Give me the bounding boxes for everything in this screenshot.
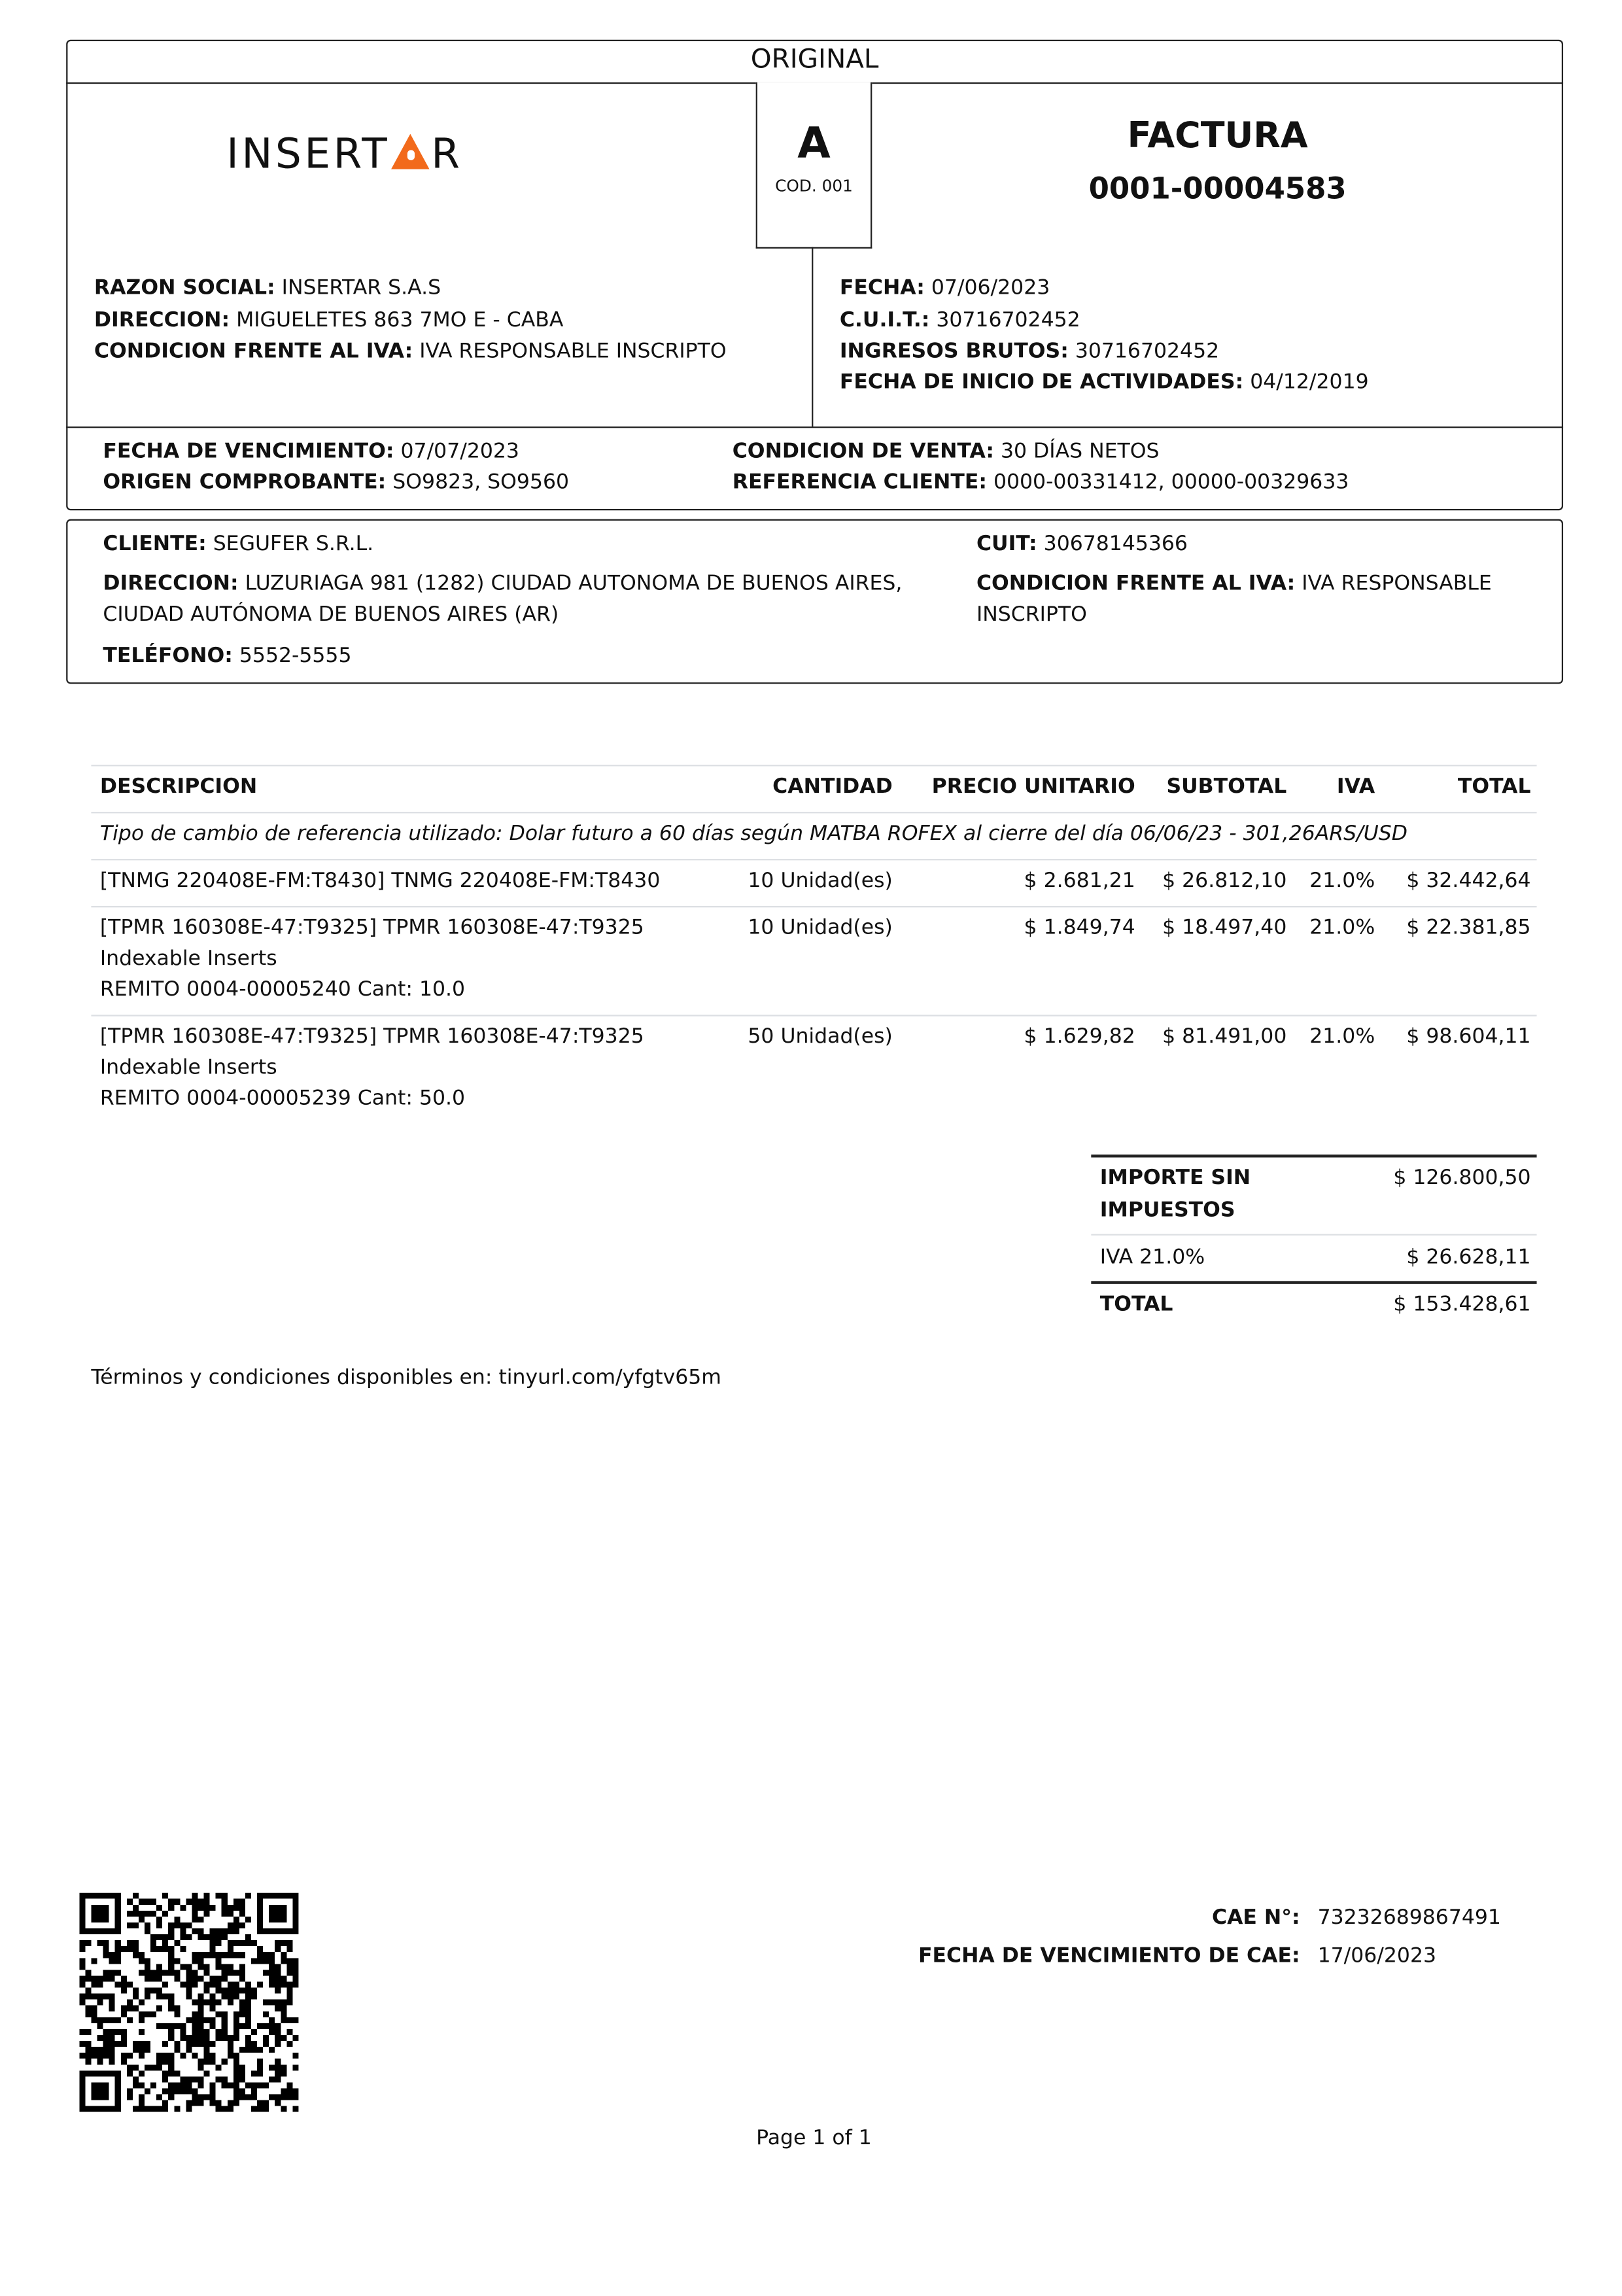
item-description: [TPMR 160308E-47:T9325] TPMR 160308E-47:T9325	[99, 1025, 644, 1049]
item-description: REMITO 0004-00005239 Cant: 50.0	[99, 1087, 466, 1111]
item-total: $ 22.381,85	[1406, 916, 1531, 940]
item-quantity: 50 Unidad(es)	[748, 1025, 893, 1049]
item-subtotal: $ 26.812,10	[1162, 869, 1287, 893]
col-header-quantity: CANTIDAD	[772, 774, 893, 799]
item-iva: 21.0%	[1309, 916, 1375, 940]
total-label: TOTAL	[1099, 1293, 1173, 1317]
client-name: CLIENTE: SEGUFER S.R.L.	[103, 532, 374, 556]
cae-label: CAE N°:	[1211, 1905, 1300, 1930]
item-iva: 21.0%	[1309, 869, 1375, 893]
afip-qr-code-icon	[79, 1893, 298, 2112]
item-iva: 21.0%	[1309, 1025, 1375, 1049]
issuer-iva-condition: CONDICION FRENTE AL IVA: IVA RESPONSABLE INSCRIPTO	[94, 339, 727, 364]
item-description: Indexable Inserts	[99, 1056, 277, 1080]
gross-income: INGRESOS BRUTOS: 30716702452	[839, 339, 1220, 364]
doc-title: FACTURA	[1127, 114, 1308, 156]
item-description: REMITO 0004-00005240 Cant: 10.0	[99, 978, 466, 1002]
issuer-cuit: C.U.I.T.: 30716702452	[839, 309, 1080, 333]
item-total: $ 98.604,11	[1406, 1025, 1531, 1049]
doc-letter-box	[756, 82, 872, 249]
col-header-description: DESCRIPCION	[99, 774, 258, 799]
activity-start: FECHA DE INICIO DE ACTIVIDADES: 04/12/2019	[839, 370, 1369, 394]
client-phone: TELÉFONO: 5552-5555	[103, 644, 352, 668]
cae-due-label: FECHA DE VENCIMIENTO DE CAE:	[918, 1944, 1300, 1968]
item-quantity: 10 Unidad(es)	[748, 916, 893, 940]
company-logo: INSERT R	[226, 129, 463, 179]
copy-label: ORIGINAL	[750, 44, 879, 75]
item-description: [TPMR 160308E-47:T9325] TPMR 160308E-47:T9325	[99, 916, 644, 940]
item-quantity: 10 Unidad(es)	[748, 869, 893, 893]
cae-number: 73232689867491	[1317, 1905, 1501, 1930]
logo-triangle-icon	[392, 134, 430, 169]
item-total: $ 32.442,64	[1406, 869, 1531, 893]
item-unit-price: $ 1.849,74	[1024, 916, 1135, 940]
cae-due-date: 17/06/2023	[1317, 1944, 1437, 1968]
terms-link: Términos y condiciones disponibles en: tinyurl.com/yfgtv65m	[91, 1366, 721, 1390]
sale-condition: CONDICION DE VENTA: 30 DÍAS NETOS	[732, 440, 1160, 464]
item-unit-price: $ 1.629,82	[1024, 1025, 1135, 1049]
client-address-line2: CIUDAD AUTÓNOMA DE BUENOS AIRES (AR)	[103, 602, 559, 627]
doc-number: 0001-00004583	[1088, 170, 1347, 206]
issuer-address: DIRECCION: MIGUELETES 863 7MO E - CABA	[94, 309, 564, 333]
doc-code: COD. 001	[775, 176, 853, 196]
issuer-name: RAZON SOCIAL: INSERTAR S.A.S	[94, 276, 441, 300]
total-amount: $ 153.428,61	[1393, 1293, 1531, 1317]
issue-date: FECHA: 07/06/2023	[839, 276, 1050, 300]
untaxed-amount: $ 126.800,50	[1393, 1166, 1531, 1190]
client-cuit: CUIT: 30678145366	[976, 532, 1188, 556]
col-header-iva: IVA	[1336, 774, 1375, 799]
origin-doc: ORIGEN COMPROBANTE: SO9823, SO9560	[103, 470, 570, 495]
client-iva-condition-line2: INSCRIPTO	[976, 602, 1087, 627]
col-header-unit-price: PRECIO UNITARIO	[931, 774, 1135, 799]
doc-letter: A	[797, 117, 831, 168]
exchange-rate-note: Tipo de cambio de referencia utilizado: Dolar futuro a 60 días según MATBA ROFEX al cierre del día 06/06/23 - 301,26ARS/USD	[99, 822, 1407, 846]
page-number: Page 1 of 1	[756, 2127, 872, 2151]
item-description: Indexable Inserts	[99, 947, 277, 971]
item-description: [TNMG 220408E-FM:T8430] TNMG 220408E-FM:T8430	[99, 869, 661, 893]
due-date: FECHA DE VENCIMIENTO: 07/07/2023	[103, 440, 519, 464]
client-iva-condition: CONDICION FRENTE AL IVA: IVA RESPONSABLE	[976, 572, 1492, 596]
untaxed-label-line2: IMPUESTOS	[1099, 1198, 1235, 1223]
item-subtotal: $ 81.491,00	[1162, 1025, 1287, 1049]
iva-amount: $ 26.628,11	[1406, 1245, 1531, 1270]
item-unit-price: $ 2.681,21	[1024, 869, 1135, 893]
col-header-total: TOTAL	[1457, 774, 1531, 799]
client-address: DIRECCION: LUZURIAGA 981 (1282) CIUDAD AUTONOMA DE BUENOS AIRES,	[103, 572, 903, 596]
client-reference: REFERENCIA CLIENTE: 0000-00331412, 00000-00329633	[732, 470, 1349, 495]
untaxed-label: IMPORTE SIN	[1099, 1166, 1251, 1190]
col-header-subtotal: SUBTOTAL	[1166, 774, 1287, 799]
iva-label: IVA 21.0%	[1099, 1245, 1205, 1270]
item-subtotal: $ 18.497,40	[1162, 916, 1287, 940]
